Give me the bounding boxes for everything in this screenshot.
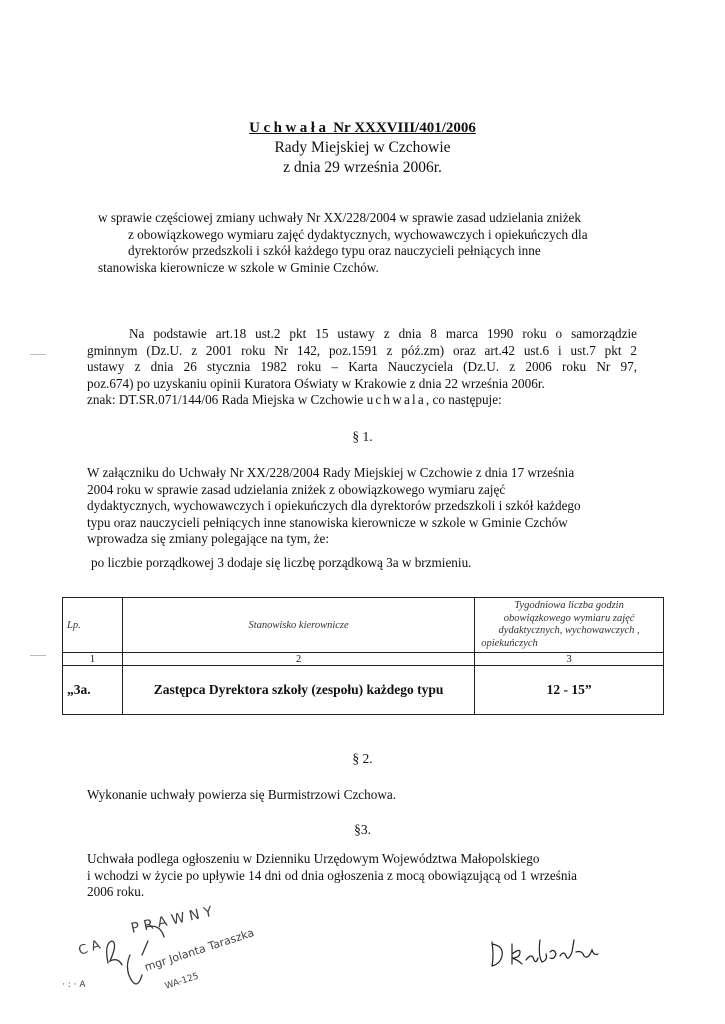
subject-line: w sprawie częściowej zmiany uchwały Nr XX/228/2004 w sprawie zasad udzielania zniżek [98, 210, 581, 225]
header-hours-line: opiekuńczych [481, 637, 538, 649]
margin-mark [30, 354, 46, 355]
basis-line: gminnym (Dz.U. z 2001 roku Nr 142, poz.1591 z póź.zm) oraz art.42 ust.6 i ust.7 pkt 2 [87, 342, 637, 358]
subject-line: stanowiska kierownicze w szkole w Gminie Czchów. [98, 259, 379, 275]
section-1-line: wprowadza się zmiany polegające na tym, że: [87, 531, 330, 547]
row-position: Zastępca Dyrektora szkoły (zespołu) każdego typu [122, 666, 474, 715]
council-name: Rady Miejskiej w Czchowie [274, 139, 451, 156]
section-1-heading: § 1. [352, 429, 373, 444]
resolution-date: z dnia 29 września 2006r. [283, 159, 442, 176]
section-3-line: i wchodzi w życie po upływie 14 dni od dnia ogłoszenia z mocą obowiązującą od 1 września [87, 867, 577, 883]
hours-table [62, 597, 664, 715]
table-row [63, 666, 664, 715]
basis-last-line [87, 392, 637, 409]
header-hours-line: Tygodniowa liczba godzin [514, 600, 624, 611]
column-number: 3 [475, 653, 664, 666]
basis-line: poz.674) po uzyskaniu opinii Kuratora Oświaty w Krakowie z dnia 22 września 2006r. [87, 375, 545, 391]
section-3-body [87, 851, 577, 901]
subject-block [98, 210, 588, 276]
section-3-heading: §3. [354, 822, 371, 837]
svg-text:WA-125: WA-125 [163, 971, 201, 992]
header-hours [475, 598, 664, 653]
basis-resolves-word: uchwala [366, 392, 426, 408]
section-3-line: 2006 roku. [87, 884, 145, 900]
section-1-line: W załączniku do Uchwały Nr XX/228/2004 Rady Miejskiej w Czchowie z dnia 17 września [87, 465, 575, 480]
resolution-number: Nr XXXVIII/401/2006 [333, 120, 476, 136]
basis-line: Na podstawie art.18 ust.2 pkt 15 ustawy z dnia 8 marca 1990 roku o samorządzie [129, 326, 637, 341]
svg-text:C A: C A [76, 937, 103, 959]
margin-mark [30, 655, 46, 656]
svg-text:mgr Jolanta Taraszka: mgr Jolanta Taraszka [142, 926, 256, 974]
basis-reference: znak: DT.SR.071/144/06 Rada Miejska w Czchowie [87, 392, 367, 408]
svg-text:P R A W N Y: P R A W N Y [129, 904, 214, 937]
subject-line: z obowiązkowego wymiaru zajęć dydaktycznych, wychowawczych i opiekuńczych dla [128, 226, 588, 242]
basis-line: ustawy z dnia 26 stycznia 1982 roku – Karta Nauczyciela (Dz.U. z 2006 roku Nr 97, [87, 359, 637, 375]
section-1-body [87, 465, 637, 572]
section-3-line: Uchwała podlega ogłoszeniu w Dzienniku Urzędowym Województwa Małopolskiego [87, 851, 540, 866]
section-2-text: Wykonanie uchwały powierza się Burmistrzowi Czchowa. [87, 787, 397, 802]
header-hours-line: dydaktycznych, wychowawczych , [498, 625, 640, 636]
table-number-row [63, 653, 664, 666]
basis-suffix: , co następuje: [425, 392, 502, 408]
header-position: Stanowisko kierownicze [122, 598, 474, 653]
resolution-title [0, 120, 725, 137]
section-1-line: typu oraz nauczycieli pełniących inne stanowiska kierownicze w szkole w Gminie Czchów [87, 514, 568, 530]
subject-line: dyrektorów przedszkoli i szkół każdego typu oraz nauczycieli pełniących inne [128, 243, 541, 259]
header-lp: Lp. [63, 598, 123, 653]
row-hours: 12 - 15” [475, 666, 664, 715]
signature [486, 934, 606, 974]
section-1-amendment: po liczbie porządkowej 3 dodaje się liczbę porządkową 3a w brzmieniu. [91, 554, 472, 570]
row-lp: „3a. [63, 666, 123, 715]
svg-text:· : · A: · : · A [62, 980, 86, 990]
resolution-title-spaced: Uchwała [249, 120, 330, 136]
header-hours-line: obowiązkowego wymiaru zajęć [503, 612, 635, 624]
section-1-line: dydaktycznych, wychowawczych i opiekuńczych dla dyrektorów przedszkoli i szkół każdego [87, 498, 581, 514]
section-1-line: 2004 roku w sprawie zasad udzielania zniżek z obowiązkowego wymiaru zajęć [87, 481, 506, 497]
legal-counsel-stamp [50, 904, 256, 1010]
column-number: 1 [63, 653, 123, 666]
section-2-heading: § 2. [352, 751, 373, 766]
column-number: 2 [122, 653, 474, 666]
table-header-row [63, 598, 664, 653]
legal-basis-block [87, 326, 637, 409]
